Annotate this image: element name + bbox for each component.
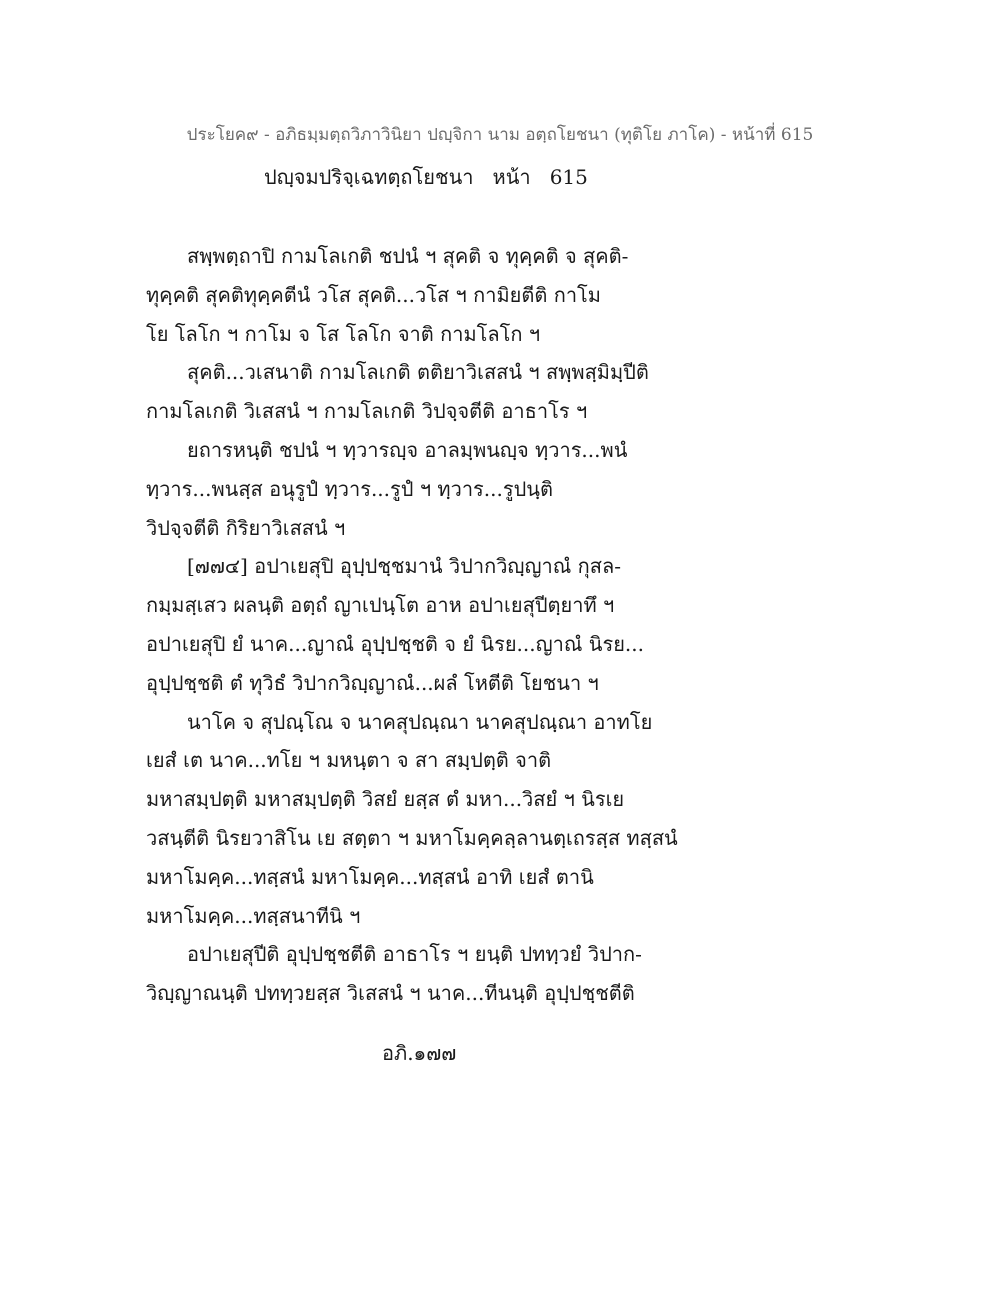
text-line: ทฺวาร...พนสฺส อนุรูปํ ทฺวาร...รูปํ ฯ ทฺวาร...รูปนฺติ (146, 476, 553, 501)
text-line: กามโลเกติ วิเสสนํ ฯ กามโลเกติ วิปจฺจตีติ อาธาโร ฯ (146, 399, 588, 424)
text-line: วิญฺญาณนฺติ ปททฺวยสฺส วิเสสนํ ฯ นาค...ทีนนฺติ อุปฺปชฺชตีติ (146, 981, 635, 1006)
text-line: อปาเยสุปิ ยํ นาค...ญาณํ อุปฺปชฺชติ จ ยํ นิรย...ญาณํ นิรย... (146, 631, 645, 656)
running-header: ประโยค๙ - อภิธมฺมตฺถวิภาวินิยา ปญฺจิกา นาม อตฺถโยชนา (ทุติโย ภาโค) - หน้าที่ 615 (186, 125, 814, 145)
text-line: นาโค จ สุปณฺโณ จ นาคสุปณฺณา นาคสุปณฺณา อาทโย (187, 709, 653, 734)
text-line: สพฺพตฺถาปิ กามโลเกติ ชปนํ ฯ สุคติ จ ทุคฺคติ จ สุคติ- (187, 244, 629, 268)
text-line: ยถารหนฺติ ชปนํ ฯ ทฺวารญฺจ อาลมฺพนญฺจ ทฺวาร...พนํ (187, 437, 628, 462)
text-line: โย โลโก ฯ กาโม จ โส โลโก จาติ กามโลโก ฯ (146, 321, 541, 346)
text-line: อุปฺปชฺชติ ตํ ทุวิธํ วิปากวิญฺญาณํ...ผลํ โหตีติ โยชนา ฯ (146, 670, 599, 695)
text-line: ทุคฺคติ สุคติทุคฺคตีนํ วโส สุคติ...วโส ฯ กามิยตีติ กาโม (146, 282, 601, 307)
text-line: มหาโมคฺค...ทสฺสนํ มหาโมคฺค...ทสฺสนํ อาทิ เยสํ ตานิ (146, 864, 594, 889)
text-line: มหาโมคฺค...ทสฺสนาทีนิ ฯ (146, 903, 361, 928)
text-line: กมฺมสฺเสว ผลนฺติ อตฺถํ ญาเปนฺโต อาห อปาเยสุปีตฺยาทึ ฯ (146, 593, 615, 618)
text-line: เยสํ เต นาค...ทโย ฯ มหนฺตา จ สา สมฺปตฺติ จาติ (146, 748, 552, 773)
text-line: วิปจฺจตีติ กิริยาวิเสสนํ ฯ (146, 515, 346, 540)
text-line: สุคติ...วเสนาติ กามโลเกติ ตติยาวิเสสนํ ฯ สพฺพสฺมิมฺปีติ (187, 360, 649, 385)
text-line: อปาเยสุปีติ อุปฺปชฺชตีติ อาธาโร ฯ ยนฺติ ปททฺวยํ วิปาก- (187, 942, 642, 967)
body-text (146, 237, 706, 1013)
page-footer: อภิ.๑๗๗ (382, 1041, 457, 1065)
section-title: ปญฺจมปริจฺเฉทตฺถโยชนา หน้า 615 (264, 165, 588, 189)
text-line: มหาสมฺปตฺติ มหาสมฺปตฺติ วิสยํ ยสฺส ตํ มหา...วิสยํ ฯ นิรเย (146, 787, 625, 812)
text-line: วสนฺตีติ นิรยวาสิโน เย สตฺตา ฯ มหาโมคฺคลฺลานตฺเถรสฺส ทสฺสนํ (146, 825, 678, 850)
text-line: [๗๗๔] อปาเยสุปิ อุปฺปชฺชมานํ วิปากวิญฺญาณํ กุสล- (187, 554, 621, 579)
